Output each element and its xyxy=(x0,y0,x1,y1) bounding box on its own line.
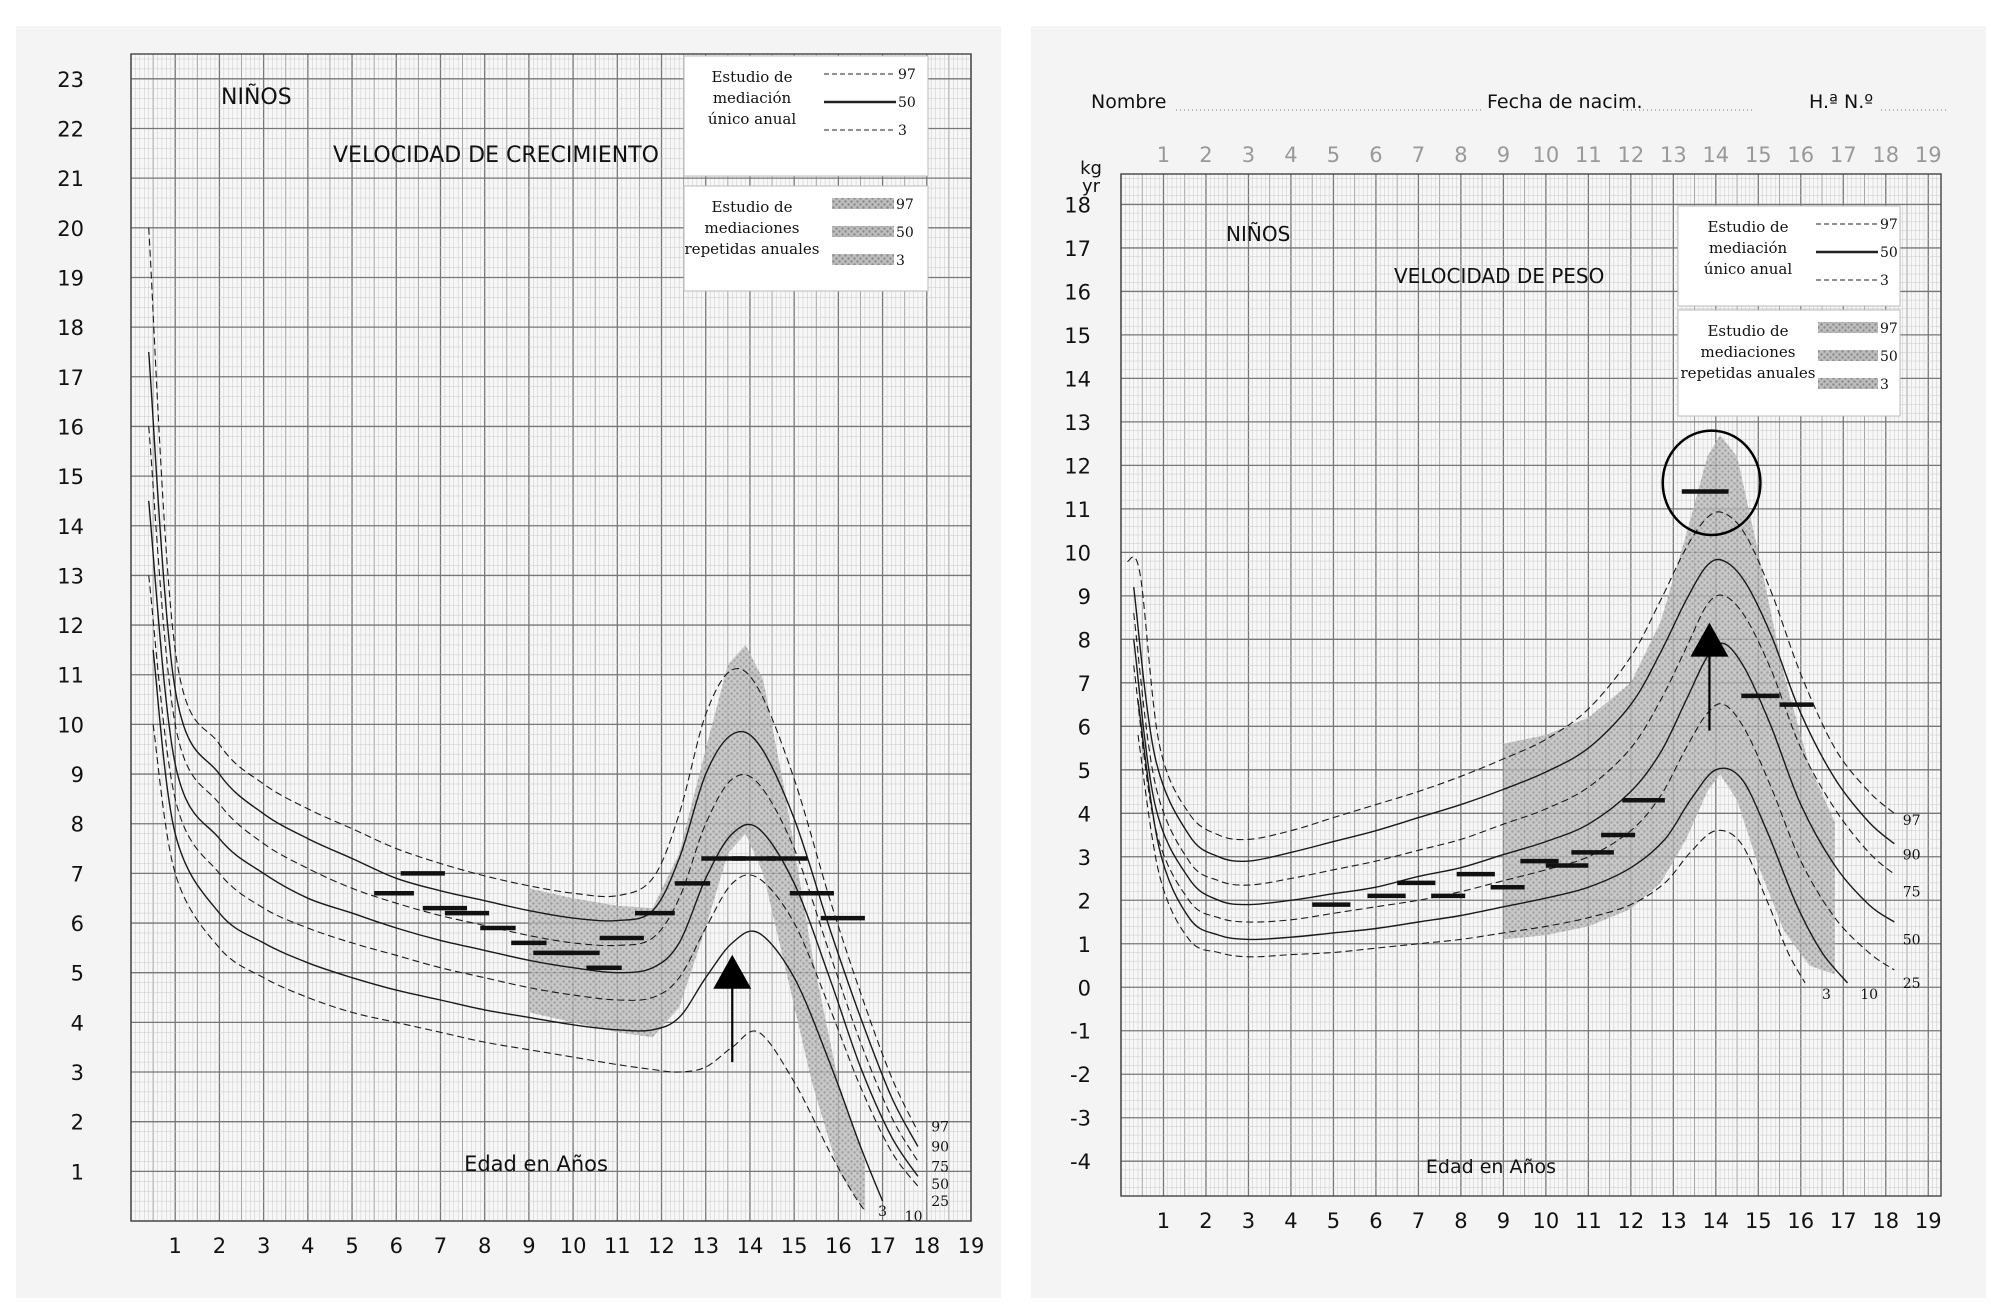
x-tick-label-top: 8 xyxy=(1454,143,1468,167)
legend-swatch xyxy=(1818,350,1878,361)
y-tick-label: 10 xyxy=(57,713,84,738)
legend-percentile: 3 xyxy=(1880,273,1889,289)
x-tick-label-top: 10 xyxy=(1532,143,1560,167)
y-tick-label: 8 xyxy=(1077,628,1091,653)
end-label-10: 10 xyxy=(904,1209,923,1226)
y-tick-label: 6 xyxy=(70,912,84,937)
legend-label-single: único anual xyxy=(707,110,797,128)
legend-label-repeated: mediaciones xyxy=(1700,343,1796,361)
y-tick-label: 5 xyxy=(1077,758,1091,783)
legend-swatch xyxy=(832,226,894,237)
legend-label-repeated: mediaciones xyxy=(704,219,800,237)
x-tick-label: 3 xyxy=(1241,1209,1256,1233)
x-tick-label: 9 xyxy=(522,1234,536,1258)
x-tick-label: 7 xyxy=(1411,1209,1426,1233)
y-tick-label: 8 xyxy=(70,812,84,837)
y-tick-label: 0 xyxy=(1077,976,1091,1001)
x-tick-label: 13 xyxy=(692,1234,720,1258)
y-tick-label: 12 xyxy=(1064,454,1091,479)
x-tick-label: 10 xyxy=(559,1234,587,1258)
y-unit-yr: yr xyxy=(1081,176,1101,197)
legend-percentile: 97 xyxy=(1880,321,1898,337)
y-unit-kg: kg xyxy=(1080,158,1102,179)
legend-label-single: Estudio de xyxy=(1707,218,1789,236)
x-tick-label: 5 xyxy=(1326,1209,1341,1233)
x-tick-label: 6 xyxy=(389,1234,403,1258)
legend-label-single: mediación xyxy=(1708,239,1788,257)
x-tick-label-top: 3 xyxy=(1241,143,1256,167)
chart-title: VELOCIDAD DE CRECIMIENTO xyxy=(333,143,659,168)
legend-label-repeated: Estudio de xyxy=(711,198,793,216)
y-tick-label: 20 xyxy=(57,216,84,241)
x-tick-label: 19 xyxy=(957,1234,985,1258)
end-label-50: 50 xyxy=(931,1176,950,1193)
x-tick-label: 16 xyxy=(825,1234,852,1258)
legend-label-single: Estudio de xyxy=(711,68,793,86)
end-label-97: 97 xyxy=(931,1119,950,1136)
y-tick-label: 18 xyxy=(1064,193,1091,218)
y-tick-label: 23 xyxy=(57,67,84,92)
end-label-3: 3 xyxy=(1822,986,1831,1003)
y-tick-label: 12 xyxy=(57,614,84,639)
legend-percentile: 3 xyxy=(898,123,907,139)
x-tick-label-top: 4 xyxy=(1284,143,1298,167)
y-tick-label: -4 xyxy=(1070,1150,1091,1175)
x-tick-label-top: 13 xyxy=(1659,143,1687,167)
x-tick-label: 18 xyxy=(1872,1209,1900,1233)
y-tick-label: 14 xyxy=(1064,367,1091,392)
y-tick-label: 4 xyxy=(70,1011,84,1036)
y-tick-label: 9 xyxy=(1077,584,1091,609)
x-tick-label: 11 xyxy=(603,1234,631,1258)
x-tick-label-top: 17 xyxy=(1829,143,1857,167)
y-tick-label: 3 xyxy=(1077,845,1091,870)
end-label-3: 3 xyxy=(878,1204,888,1221)
end-label-97: 97 xyxy=(1902,812,1921,829)
x-tick-label-top: 16 xyxy=(1787,143,1815,167)
y-tick-label: 15 xyxy=(1064,323,1091,348)
x-tick-label: 8 xyxy=(477,1234,492,1258)
x-axis-label: Edad en Años xyxy=(464,1152,608,1176)
x-tick-label-top: 1 xyxy=(1156,143,1171,167)
legend-label-repeated: repetidas anuales xyxy=(684,240,820,258)
legend-percentile: 97 xyxy=(896,197,914,213)
x-tick-label: 7 xyxy=(433,1234,448,1258)
y-tick-label: 2 xyxy=(1077,889,1091,914)
y-tick-label: 14 xyxy=(57,514,84,539)
legend-percentile: 3 xyxy=(1880,377,1889,393)
legend-percentile: 3 xyxy=(896,253,905,269)
y-tick-label: 10 xyxy=(1064,541,1091,566)
y-tick-label: 11 xyxy=(1064,497,1091,522)
end-label-75: 75 xyxy=(1902,884,1921,901)
y-tick-label: 9 xyxy=(70,763,84,788)
x-tick-label: 13 xyxy=(1659,1209,1687,1233)
y-tick-label: 1 xyxy=(1077,932,1091,957)
y-tick-label: 4 xyxy=(1077,802,1091,827)
y-tick-label: 19 xyxy=(57,266,84,291)
legend-label-single: único anual xyxy=(1703,260,1793,278)
y-tick-label: -3 xyxy=(1070,1106,1091,1131)
x-tick-label-top: 18 xyxy=(1872,143,1900,167)
x-tick-label-top: 2 xyxy=(1199,143,1213,167)
x-tick-label: 15 xyxy=(1744,1209,1772,1233)
y-tick-label: 7 xyxy=(70,862,84,887)
record-number-label: H.ª N.º xyxy=(1809,91,1874,113)
legend-percentile: 97 xyxy=(1880,217,1898,233)
growth-velocity-panel xyxy=(16,26,1001,1298)
y-tick-label: -2 xyxy=(1070,1063,1091,1088)
end-label-25: 25 xyxy=(931,1194,950,1211)
legend-percentile: 50 xyxy=(1880,245,1898,261)
end-label-25: 25 xyxy=(1902,975,1921,992)
end-label-50: 50 xyxy=(1902,932,1921,949)
x-tick-label-top: 5 xyxy=(1326,143,1341,167)
x-tick-label: 17 xyxy=(1829,1209,1857,1233)
chart-title: VELOCIDAD DE PESO xyxy=(1394,264,1605,288)
x-axis-label: Edad en Años xyxy=(1425,1156,1557,1178)
x-tick-label: 2 xyxy=(1199,1209,1213,1233)
x-tick-label-top: 6 xyxy=(1369,143,1383,167)
y-tick-label: 16 xyxy=(1064,280,1091,305)
x-tick-label-top: 15 xyxy=(1744,143,1772,167)
chart-subtitle: NIÑOS xyxy=(1226,222,1291,246)
x-tick-label-top: 12 xyxy=(1617,143,1645,167)
x-tick-label: 5 xyxy=(345,1234,359,1258)
legend-percentile: 50 xyxy=(898,95,916,111)
y-tick-label: 21 xyxy=(57,167,84,192)
x-tick-label: 1 xyxy=(1156,1209,1171,1233)
x-tick-label: 14 xyxy=(1702,1209,1730,1233)
y-tick-label: 7 xyxy=(1077,671,1091,696)
birth-date-label: Fecha de nacim. xyxy=(1487,91,1643,113)
x-tick-label: 14 xyxy=(736,1234,764,1258)
y-tick-label: 22 xyxy=(57,117,84,142)
y-tick-label: 1 xyxy=(70,1160,84,1185)
legend-percentile: 50 xyxy=(1880,349,1898,365)
legend-label-repeated: repetidas anuales xyxy=(1680,364,1816,382)
x-tick-label: 6 xyxy=(1369,1209,1383,1233)
x-tick-label: 12 xyxy=(648,1234,675,1258)
y-tick-label: 16 xyxy=(57,415,84,440)
x-tick-label: 12 xyxy=(1617,1209,1645,1233)
legend-swatch xyxy=(832,198,894,209)
x-tick-label: 18 xyxy=(913,1234,941,1258)
name-label: Nombre xyxy=(1091,91,1167,113)
x-tick-label: 4 xyxy=(301,1234,315,1258)
end-label-10: 10 xyxy=(1860,986,1879,1003)
legend-label-repeated: Estudio de xyxy=(1707,322,1789,340)
x-tick-label: 2 xyxy=(212,1234,227,1258)
y-tick-label: -1 xyxy=(1070,1019,1091,1044)
x-tick-label: 10 xyxy=(1532,1209,1560,1233)
x-tick-label: 8 xyxy=(1454,1209,1468,1233)
end-label-75: 75 xyxy=(931,1159,950,1176)
x-tick-label-top: 7 xyxy=(1411,143,1426,167)
y-tick-label: 11 xyxy=(57,663,84,688)
x-tick-label-top: 14 xyxy=(1702,143,1730,167)
weight-velocity-panel xyxy=(1031,26,1986,1298)
x-tick-label: 3 xyxy=(256,1234,271,1258)
legend-percentile: 50 xyxy=(896,225,914,241)
weight-velocity-chart xyxy=(1031,26,1986,1298)
y-tick-label: 6 xyxy=(1077,715,1091,740)
growth-velocity-chart xyxy=(16,26,1001,1298)
x-tick-label: 15 xyxy=(780,1234,808,1258)
y-tick-label: 3 xyxy=(70,1061,84,1086)
x-tick-label-top: 19 xyxy=(1914,143,1942,167)
end-label-90: 90 xyxy=(931,1139,950,1156)
x-tick-label-top: 11 xyxy=(1574,143,1602,167)
x-tick-label-top: 9 xyxy=(1496,143,1511,167)
legend-swatch xyxy=(1818,378,1878,389)
x-tick-label: 9 xyxy=(1496,1209,1511,1233)
end-label-90: 90 xyxy=(1902,847,1921,864)
legend-label-single: mediación xyxy=(712,89,792,107)
legend-swatch xyxy=(832,254,894,265)
y-tick-label: 17 xyxy=(57,365,84,390)
x-tick-label: 11 xyxy=(1574,1209,1602,1233)
y-tick-label: 2 xyxy=(70,1110,84,1135)
x-tick-label: 17 xyxy=(869,1234,896,1258)
x-tick-label: 4 xyxy=(1284,1209,1298,1233)
y-tick-label: 15 xyxy=(57,465,84,490)
y-tick-label: 13 xyxy=(1064,410,1091,435)
y-tick-label: 18 xyxy=(57,316,84,341)
x-tick-label: 16 xyxy=(1787,1209,1815,1233)
legend-swatch xyxy=(1818,322,1878,333)
chart-subtitle: NIÑOS xyxy=(221,85,292,110)
y-tick-label: 13 xyxy=(57,564,84,589)
y-tick-label: 17 xyxy=(1064,236,1091,261)
x-tick-label: 1 xyxy=(168,1234,182,1258)
x-tick-label: 19 xyxy=(1914,1209,1942,1233)
legend-percentile: 97 xyxy=(898,67,916,83)
y-tick-label: 5 xyxy=(70,961,84,986)
